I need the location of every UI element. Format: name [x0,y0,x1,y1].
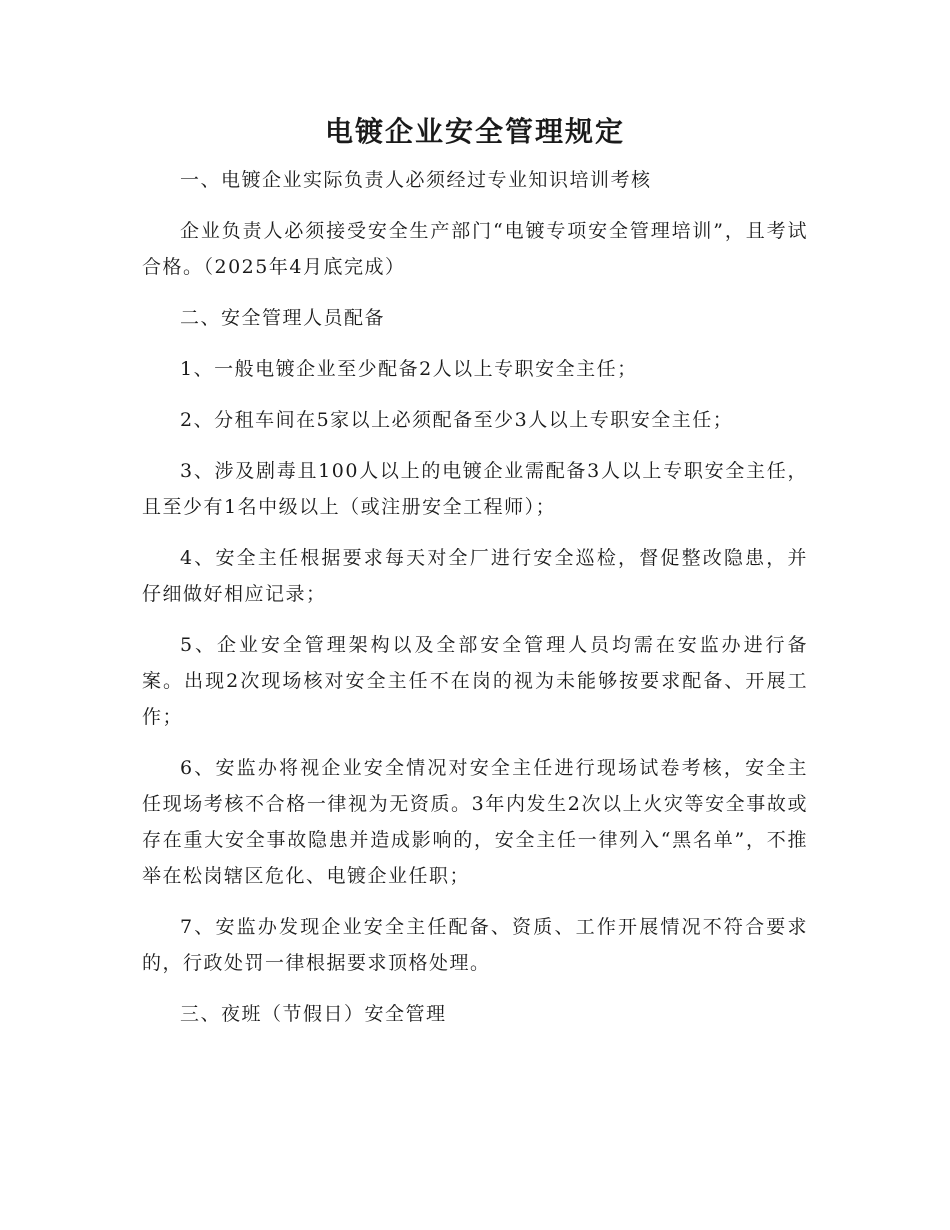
document-body [142,112,808,1032]
section-heading-3: 三、夜班（节假日）安全管理 [180,1003,447,1025]
list-item: 7、安监办发现企业安全主任配备、资质、工作开展情况不符合要求的，行政处罚一律根据要求顶格处理。 [142,916,808,974]
list-item: 6、安监办将视企业安全情况对安全主任进行现场试卷考核，安全主任现场考核不合格一律视为无资质。3年内发生2次以上火灾等安全事故或存在重大安全事故隐患并造成影响的，安全主任一律列入“黑名单”，不推举在松岗辖区危化、电镀企业任职； [142,757,808,887]
document-title: 电镀企业安全管理规定 [324,115,625,148]
paragraph: 企业负责人必须接受安全生产部门“电镀专项安全管理培训”，且考试合格。（2025年4月底完成） [142,220,808,278]
section-heading-1: 一、电镀企业实际负责人必须经过专业知识培训考核 [180,169,652,191]
list-item: 5、企业安全管理架构以及全部安全管理人员均需在安监办进行备案。出现2次现场核对安全主任不在岗的视为未能够按要求配备、开展工作； [142,634,808,728]
list-item: 1、一般电镀企业至少配备2人以上专职安全主任； [180,358,638,380]
list-item: 4、安全主任根据要求每天对全厂进行安全巡检，督促整改隐患，并仔细做好相应记录； [142,547,808,605]
list-item: 3、涉及剧毒且100人以上的电镀企业需配备3人以上专职安全主任，且至少有1名中级以上（或注册安全工程师）； [142,460,808,518]
list-item: 2、分租车间在5家以上必须配备至少3人以上专职安全主任； [180,409,734,431]
section-heading-2: 二、安全管理人员配备 [180,307,386,329]
